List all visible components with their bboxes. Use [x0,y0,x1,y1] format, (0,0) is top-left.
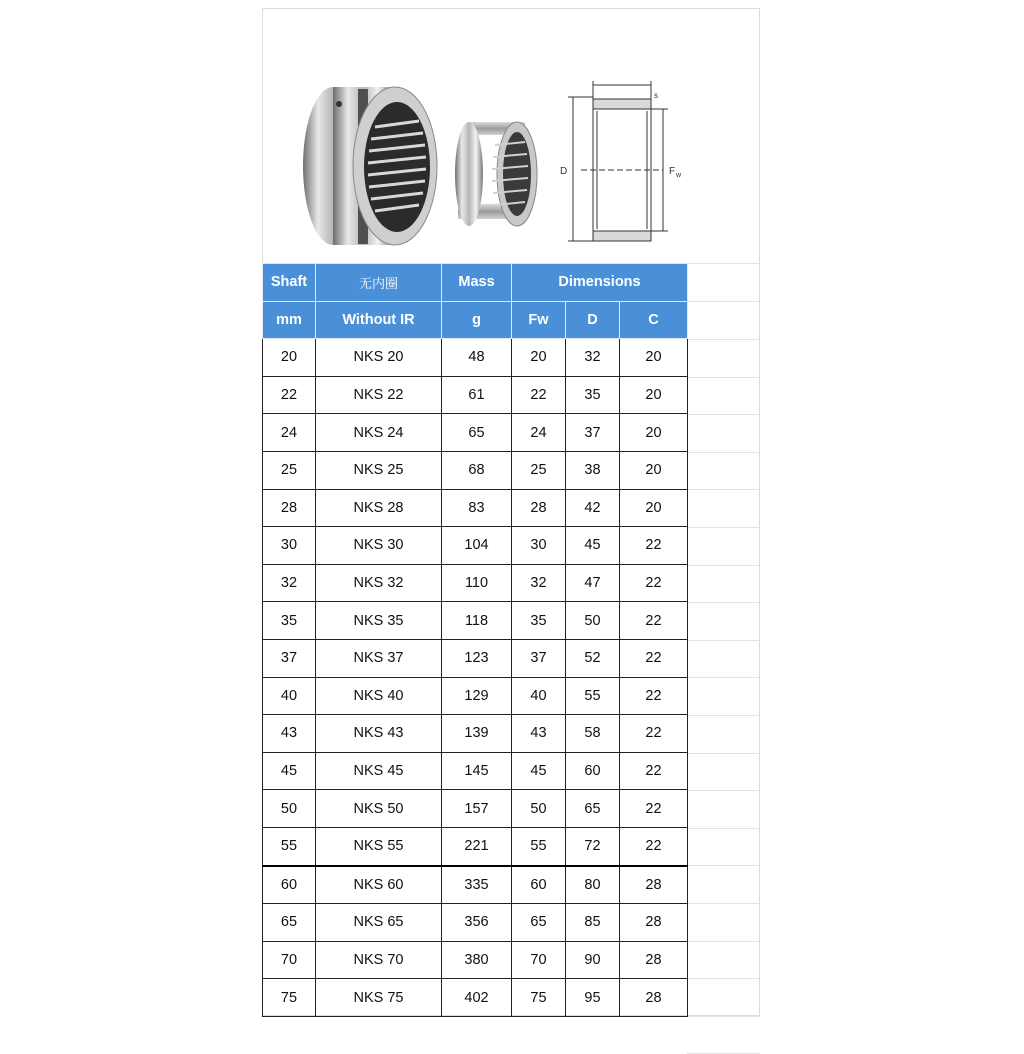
bearing-photo-large [303,87,437,245]
grid-line [687,903,760,904]
cell-shaft: 32 [263,564,316,602]
cell-c: 22 [620,527,688,565]
grid-line [687,489,760,490]
grid-line [687,640,760,641]
header-mass-unit: g [442,301,512,339]
cell-fw: 32 [512,564,566,602]
header-shaft: Shaft [263,264,316,302]
cell-shaft: 60 [263,866,316,904]
grid-line [687,941,760,942]
cell-model: NKS 22 [316,376,442,414]
cell-mass: 139 [442,715,512,753]
grid-line [687,414,760,415]
cell-c: 22 [620,677,688,715]
cell-shaft: 55 [263,827,316,865]
cell-d: 47 [566,564,620,602]
cell-model: NKS 37 [316,639,442,677]
grid-line [687,677,760,678]
table-row [263,451,688,489]
drawing-label-d: D [560,166,568,177]
cell-model: NKS 75 [316,979,442,1017]
cell-d: 50 [566,602,620,640]
cell-d: 45 [566,527,620,565]
cell-model: NKS 25 [316,451,442,489]
cell-fw: 65 [512,904,566,942]
cell-d: 72 [566,827,620,865]
cell-d: 58 [566,715,620,753]
cell-mass: 356 [442,904,512,942]
cell-d: 32 [566,339,620,377]
header-mass: Mass [442,264,512,302]
cell-model: NKS 24 [316,414,442,452]
header-shaft-unit: mm [263,301,316,339]
cell-model: NKS 65 [316,904,442,942]
cell-d: 55 [566,677,620,715]
spreadsheet-grid-column [687,8,760,1016]
bearing-photo-cutaway [455,122,537,226]
table-row [263,979,688,1017]
cell-d: 42 [566,489,620,527]
cell-shaft: 35 [263,602,316,640]
table-row [263,639,688,677]
cell-shaft: 37 [263,639,316,677]
cell-fw: 45 [512,752,566,790]
table-row [263,715,688,753]
cell-fw: 50 [512,790,566,828]
grid-line [687,565,760,566]
cell-mass: 61 [442,376,512,414]
cell-d: 85 [566,904,620,942]
cell-c: 22 [620,715,688,753]
cell-fw: 25 [512,451,566,489]
bearing-spec-table [262,263,688,1017]
cell-c: 22 [620,790,688,828]
cell-mass: 402 [442,979,512,1017]
table-row [263,527,688,565]
cell-fw: 22 [512,376,566,414]
cell-fw: 70 [512,941,566,979]
header-row-1 [263,264,688,302]
cell-mass: 380 [442,941,512,979]
cell-fw: 20 [512,339,566,377]
cell-shaft: 30 [263,527,316,565]
cell-d: 52 [566,639,620,677]
cell-fw: 37 [512,639,566,677]
cell-c: 22 [620,602,688,640]
cell-c: 22 [620,752,688,790]
table-row [263,941,688,979]
cell-shaft: 45 [263,752,316,790]
table-row [263,414,688,452]
cell-d: 90 [566,941,620,979]
cell-d: 60 [566,752,620,790]
cell-c: 28 [620,979,688,1017]
cell-model: NKS 20 [316,339,442,377]
cell-mass: 145 [442,752,512,790]
cell-mass: 83 [442,489,512,527]
grid-line [687,301,760,302]
cell-fw: 28 [512,489,566,527]
cell-mass: 68 [442,451,512,489]
grid-line [687,339,760,340]
cell-mass: 65 [442,414,512,452]
cell-c: 22 [620,564,688,602]
grid-line [687,753,760,754]
cell-shaft: 75 [263,979,316,1017]
cell-fw: 60 [512,866,566,904]
header-c: C [620,301,688,339]
table-row [263,866,688,904]
cell-mass: 221 [442,827,512,865]
cell-fw: 55 [512,827,566,865]
cell-c: 22 [620,639,688,677]
cell-fw: 75 [512,979,566,1017]
product-images [263,9,687,263]
grid-line [687,377,760,378]
cell-d: 65 [566,790,620,828]
cell-d: 35 [566,376,620,414]
cell-shaft: 22 [263,376,316,414]
grid-line [687,1016,760,1017]
cell-c: 22 [620,827,688,865]
grid-line [687,865,760,866]
cell-model: NKS 45 [316,752,442,790]
table-row [263,790,688,828]
cell-shaft: 28 [263,489,316,527]
cell-mass: 48 [442,339,512,377]
cell-c: 28 [620,941,688,979]
cell-fw: 40 [512,677,566,715]
bearing-illustration [263,9,687,263]
cell-mass: 110 [442,564,512,602]
cell-c: 20 [620,489,688,527]
cell-model: NKS 28 [316,489,442,527]
header-type-en: Without IR [316,301,442,339]
cell-mass: 104 [442,527,512,565]
drawing-label-s: s [654,91,658,100]
cell-fw: 35 [512,602,566,640]
grid-line [687,602,760,603]
cell-shaft: 20 [263,339,316,377]
grid-line [687,790,760,791]
cell-shaft: 65 [263,904,316,942]
cell-mass: 123 [442,639,512,677]
drawing-label-fw-subscript: w [676,172,682,179]
table-row [263,489,688,527]
table-row [263,752,688,790]
technical-drawing [568,81,668,241]
grid-line [687,527,760,528]
cell-shaft: 50 [263,790,316,828]
cell-shaft: 25 [263,451,316,489]
cell-model: NKS 55 [316,827,442,865]
cell-d: 37 [566,414,620,452]
cell-mass: 129 [442,677,512,715]
cell-mass: 335 [442,866,512,904]
cell-model: NKS 30 [316,527,442,565]
cell-fw: 43 [512,715,566,753]
table-row [263,602,688,640]
cell-c: 28 [620,904,688,942]
cell-d: 95 [566,979,620,1017]
cell-model: NKS 35 [316,602,442,640]
table-row [263,339,688,377]
header-type-cn: 无内圈 [316,264,442,302]
cell-c: 20 [620,339,688,377]
cell-c: 20 [620,376,688,414]
table-row [263,827,688,865]
drawing-label-fw: F [669,166,676,177]
grid-line [687,978,760,979]
cell-model: NKS 32 [316,564,442,602]
cell-shaft: 43 [263,715,316,753]
cell-c: 28 [620,866,688,904]
cell-d: 38 [566,451,620,489]
grid-line [687,452,760,453]
table-row [263,376,688,414]
cell-d: 80 [566,866,620,904]
cell-model: NKS 70 [316,941,442,979]
cell-model: NKS 43 [316,715,442,753]
cell-mass: 157 [442,790,512,828]
header-dimensions: Dimensions [512,264,688,302]
grid-line [687,263,760,264]
table-row [263,677,688,715]
table-row [263,904,688,942]
cell-model: NKS 50 [316,790,442,828]
table-row [263,564,688,602]
cell-shaft: 40 [263,677,316,715]
cell-model: NKS 60 [316,866,442,904]
cell-shaft: 70 [263,941,316,979]
header-d: D [566,301,620,339]
cell-model: NKS 40 [316,677,442,715]
cell-fw: 30 [512,527,566,565]
header-row-2 [263,301,688,339]
grid-line [687,715,760,716]
cell-fw: 24 [512,414,566,452]
grid-line [687,828,760,829]
header-fw: Fw [512,301,566,339]
cell-shaft: 24 [263,414,316,452]
cell-c: 20 [620,451,688,489]
cell-c: 20 [620,414,688,452]
cell-mass: 118 [442,602,512,640]
